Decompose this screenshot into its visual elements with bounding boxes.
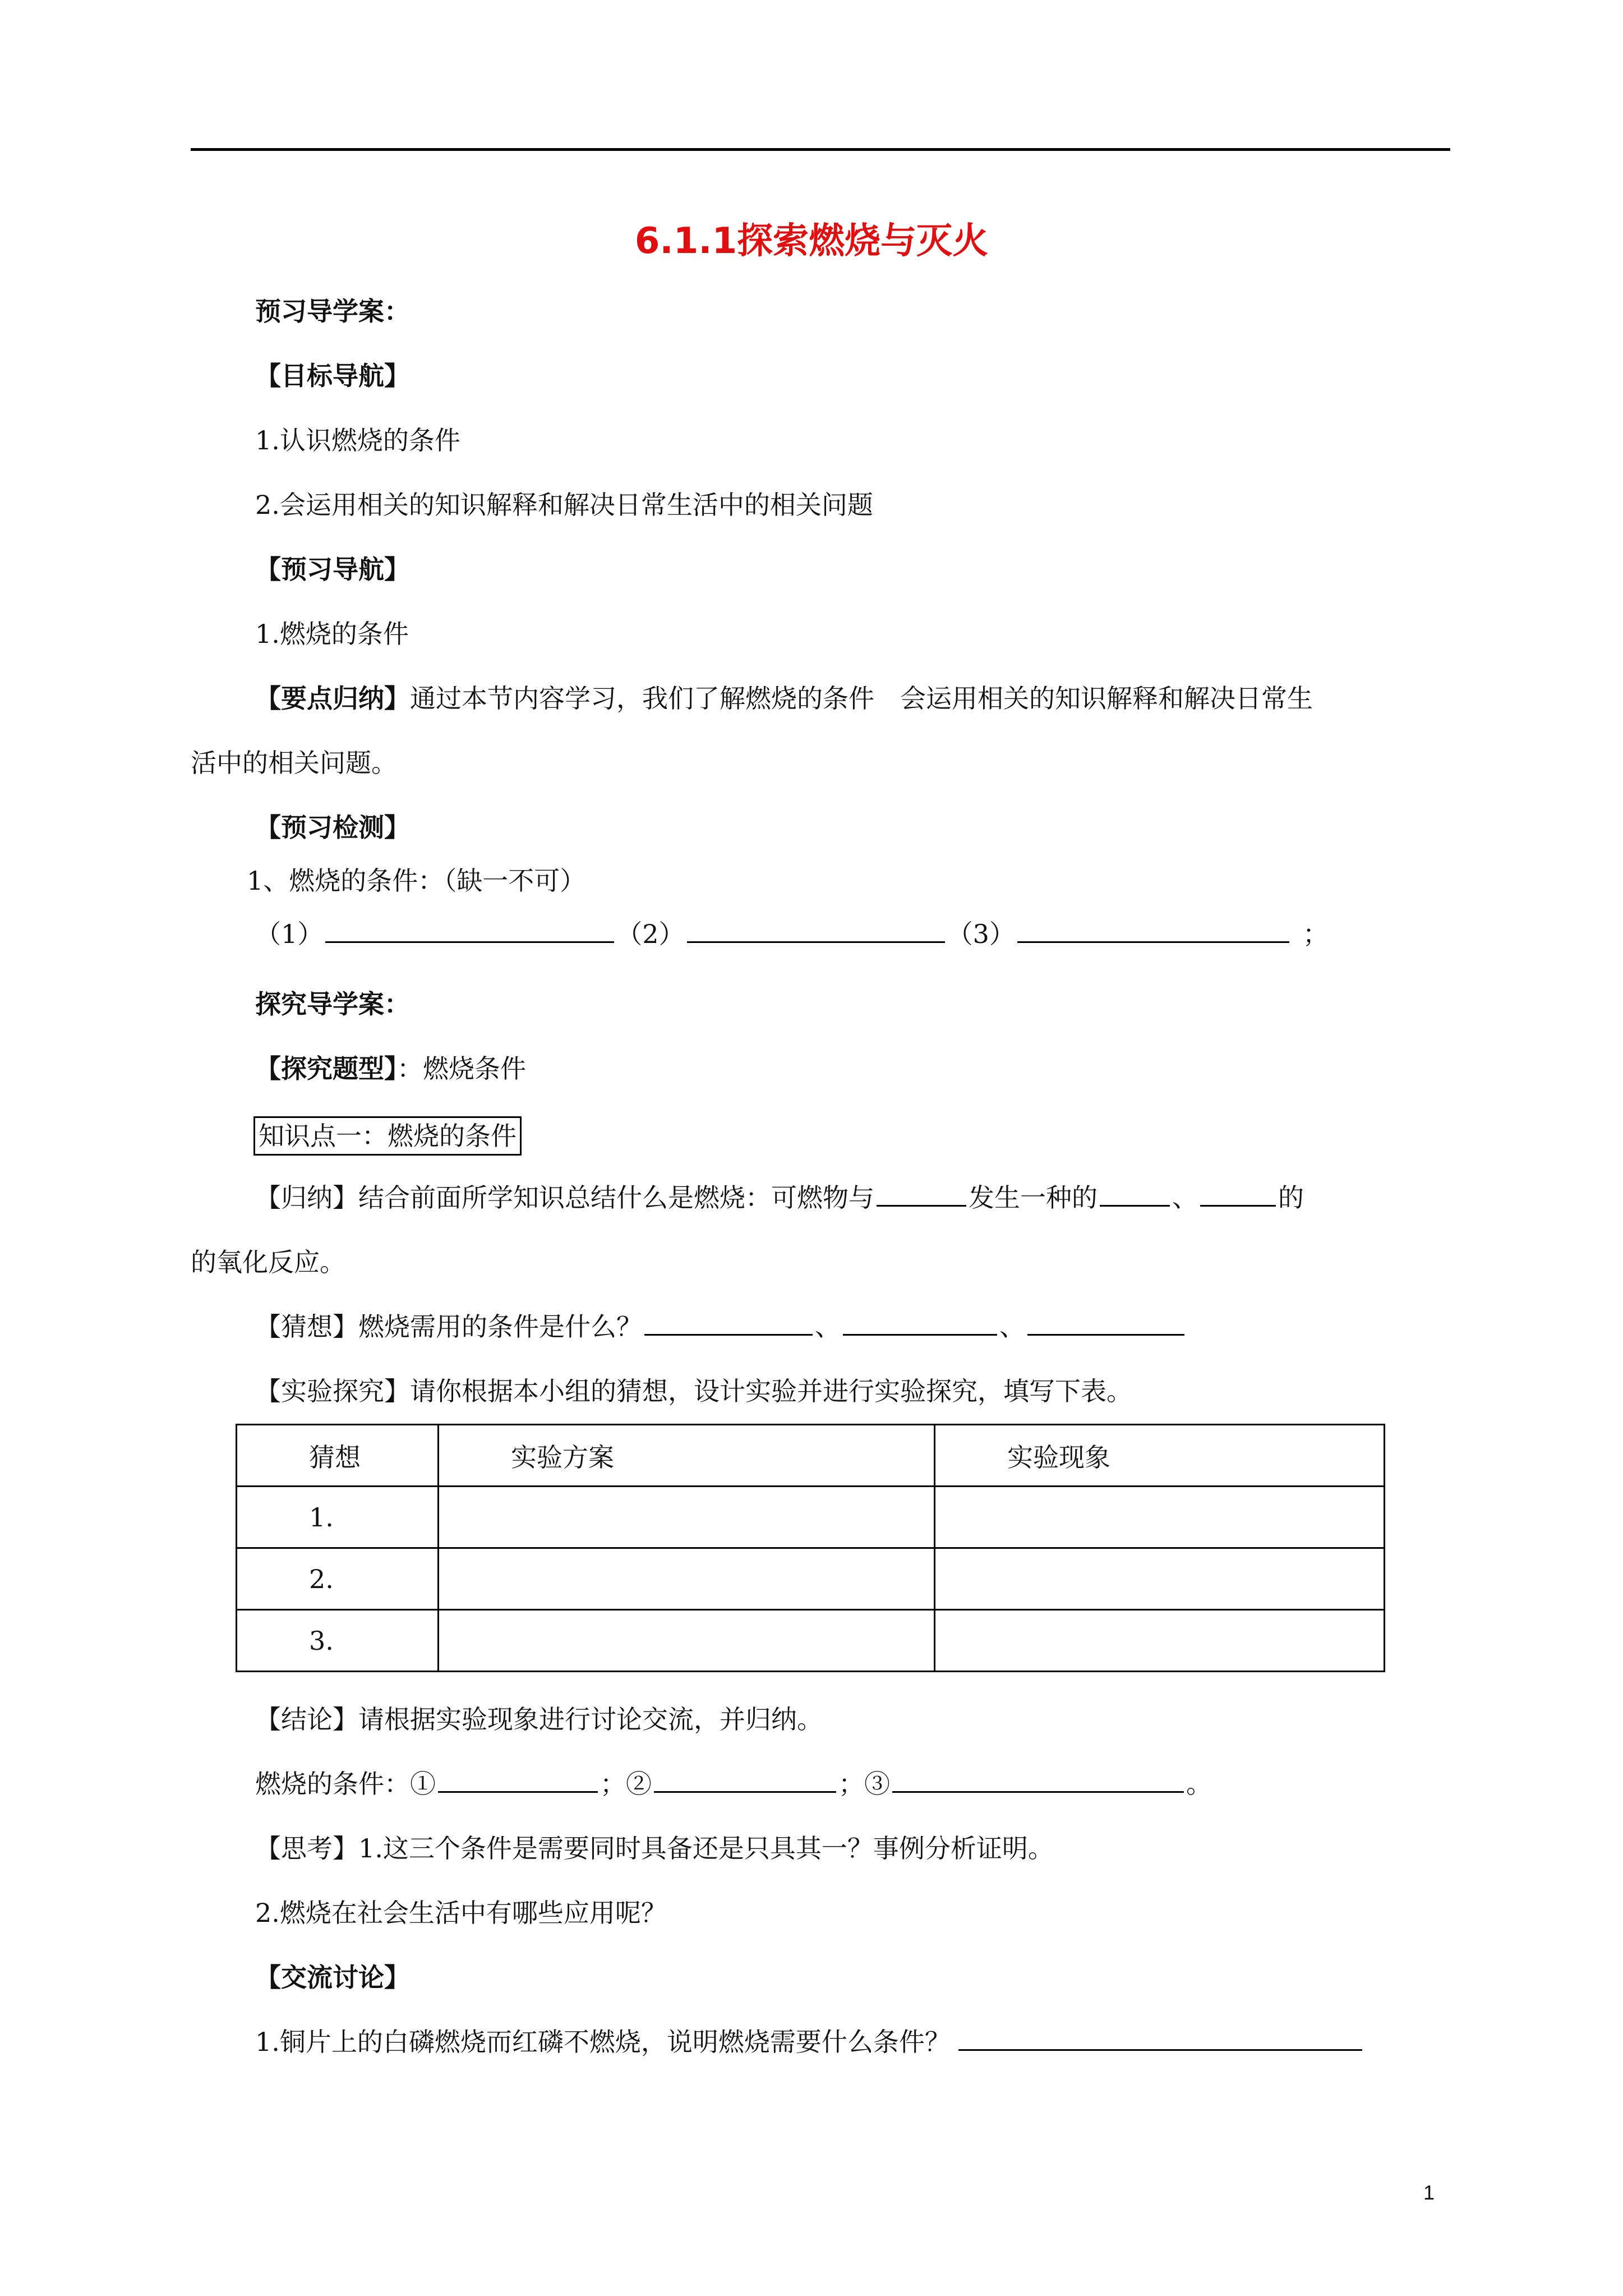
page-number: 1 <box>1423 2181 1435 2204</box>
check-label: 【预习检测】 <box>255 812 410 843</box>
table-row-number: 1. <box>237 1487 439 1548</box>
table-cell-phenomenon[interactable] <box>935 1548 1385 1610</box>
table-cell-phenomenon[interactable] <box>935 1487 1385 1548</box>
summary-text: 通过本节内容学习，我们了解燃烧的条件 会运用相关的知识解释和解决日常生 <box>410 683 1313 714</box>
induce-blank-3[interactable] <box>1200 1182 1276 1207</box>
think-question-1: 1.这三个条件是需要同时具备还是只具其一？事例分析证明。 <box>358 1833 1054 1864</box>
condition-blank-3[interactable] <box>892 1769 1184 1793</box>
table-row-number: 3. <box>237 1610 439 1672</box>
condition-mark-2: ；② <box>600 1769 652 1799</box>
experiment-text: 请你根据本小组的猜想，设计实验并进行实验探究，填写下表。 <box>410 1376 1132 1406</box>
induce-blank-2[interactable] <box>1100 1182 1170 1207</box>
induce-sep: 、 <box>1172 1182 1198 1213</box>
goal-item-2: 2.会运用相关的知识解释和解决日常生活中的相关问题 <box>255 490 873 520</box>
guess-line <box>255 1310 1187 1343</box>
conclusion-label: 【结论】 <box>255 1704 358 1734</box>
experiment-line <box>255 1374 1132 1408</box>
page-title: 6.1.1探索燃烧与灭火 <box>634 220 989 262</box>
induce-line-1 <box>255 1181 1304 1214</box>
summary-line-2: 活中的相关问题。 <box>191 748 397 778</box>
think-label: 【思考】 <box>255 1833 358 1864</box>
discuss-line <box>255 2025 1364 2059</box>
check-blanks-row <box>255 917 1329 951</box>
table-cell-plan[interactable] <box>439 1548 935 1610</box>
guess-sep-2: 、 <box>999 1312 1025 1342</box>
think-question-2: 2.燃烧在社会生活中有哪些应用呢？ <box>255 1898 667 1928</box>
goal-label: 【目标导航】 <box>255 361 410 391</box>
table-header-cell: 猜想 <box>237 1425 439 1487</box>
condition-blank-2[interactable] <box>654 1769 836 1793</box>
table-cell-phenomenon[interactable] <box>935 1610 1385 1672</box>
discuss-blank-1[interactable] <box>958 2027 1362 2051</box>
induce-text-a: 结合前面所学知识总结什么是燃烧：可燃物与 <box>358 1182 874 1213</box>
summary-line-1 <box>255 682 1313 715</box>
discuss-label: 【交流讨论】 <box>255 1962 410 1993</box>
answer-blank-1[interactable] <box>325 919 614 943</box>
experiment-table <box>236 1424 1385 1672</box>
blank-label-3: （3） <box>947 919 1015 949</box>
guess-text: 燃烧需用的条件是什么？ <box>358 1312 642 1342</box>
table-row <box>237 1548 1385 1610</box>
preview-heading: 预习导学案： <box>255 296 410 326</box>
discuss-question-1: 1.铜片上的白磷燃烧而红磷不燃烧，说明燃烧需要什么条件？ <box>255 2027 951 2057</box>
explore-heading: 探究导学案： <box>255 989 410 1019</box>
induce-line-2: 的氧化反应。 <box>191 1247 345 1277</box>
think-line <box>255 1832 1054 1865</box>
answer-blank-2[interactable] <box>687 919 945 943</box>
table-cell-plan[interactable] <box>439 1487 935 1548</box>
check-end-mark: ； <box>1302 919 1329 949</box>
explore-type-label: 【探究题型】 <box>255 1053 397 1084</box>
guess-sep-1: 、 <box>815 1312 841 1342</box>
table-cell-plan[interactable] <box>439 1610 935 1672</box>
goal-item-1: 1.认识燃烧的条件 <box>255 425 460 455</box>
experiment-label: 【实验探究】 <box>255 1376 410 1406</box>
guess-label: 【猜想】 <box>255 1312 358 1342</box>
induce-blank-1[interactable] <box>877 1182 966 1207</box>
blank-label-1: （1） <box>255 919 324 949</box>
table-row-number: 2. <box>237 1548 439 1610</box>
header-rule <box>191 148 1450 151</box>
summary-label: 【要点归纳】 <box>255 683 410 714</box>
table-header-row <box>237 1425 1385 1487</box>
check-question-1: 1、燃烧的条件：（缺一不可） <box>247 866 586 896</box>
conditions-line <box>255 1767 1212 1801</box>
induce-text-b: 发生一种的 <box>969 1182 1098 1213</box>
conclusion-text: 请根据实验现象进行讨论交流，并归纳。 <box>358 1704 823 1734</box>
knowledge-point-box: 知识点一：燃烧的条件 <box>253 1116 522 1156</box>
guide-label: 【预习导航】 <box>255 554 410 585</box>
induce-label: 【归纳】 <box>255 1182 358 1213</box>
guess-blank-2[interactable] <box>843 1312 997 1336</box>
knowledge-point-line <box>253 1116 522 1156</box>
condition-end-mark: 。 <box>1186 1769 1212 1799</box>
condition-mark-3: ；③ <box>838 1769 890 1799</box>
blank-label-2: （2） <box>616 919 685 949</box>
table-row <box>237 1610 1385 1672</box>
guide-item: 1.燃烧的条件 <box>255 619 409 649</box>
table-header-cell: 实验现象 <box>935 1425 1385 1487</box>
condition-blank-1[interactable] <box>438 1769 598 1793</box>
explore-type-text: ：燃烧条件 <box>397 1053 526 1084</box>
explore-type-line <box>255 1052 526 1085</box>
answer-blank-3[interactable] <box>1017 919 1289 943</box>
guess-blank-3[interactable] <box>1027 1312 1184 1336</box>
table-row <box>237 1487 1385 1548</box>
induce-text-c: 的 <box>1278 1182 1304 1213</box>
guess-blank-1[interactable] <box>644 1312 813 1336</box>
table-header-cell: 实验方案 <box>439 1425 935 1487</box>
condition-mark-1: ① <box>410 1769 436 1799</box>
conclusion-line <box>255 1703 823 1736</box>
conditions-text: 燃烧的条件： <box>255 1769 410 1799</box>
